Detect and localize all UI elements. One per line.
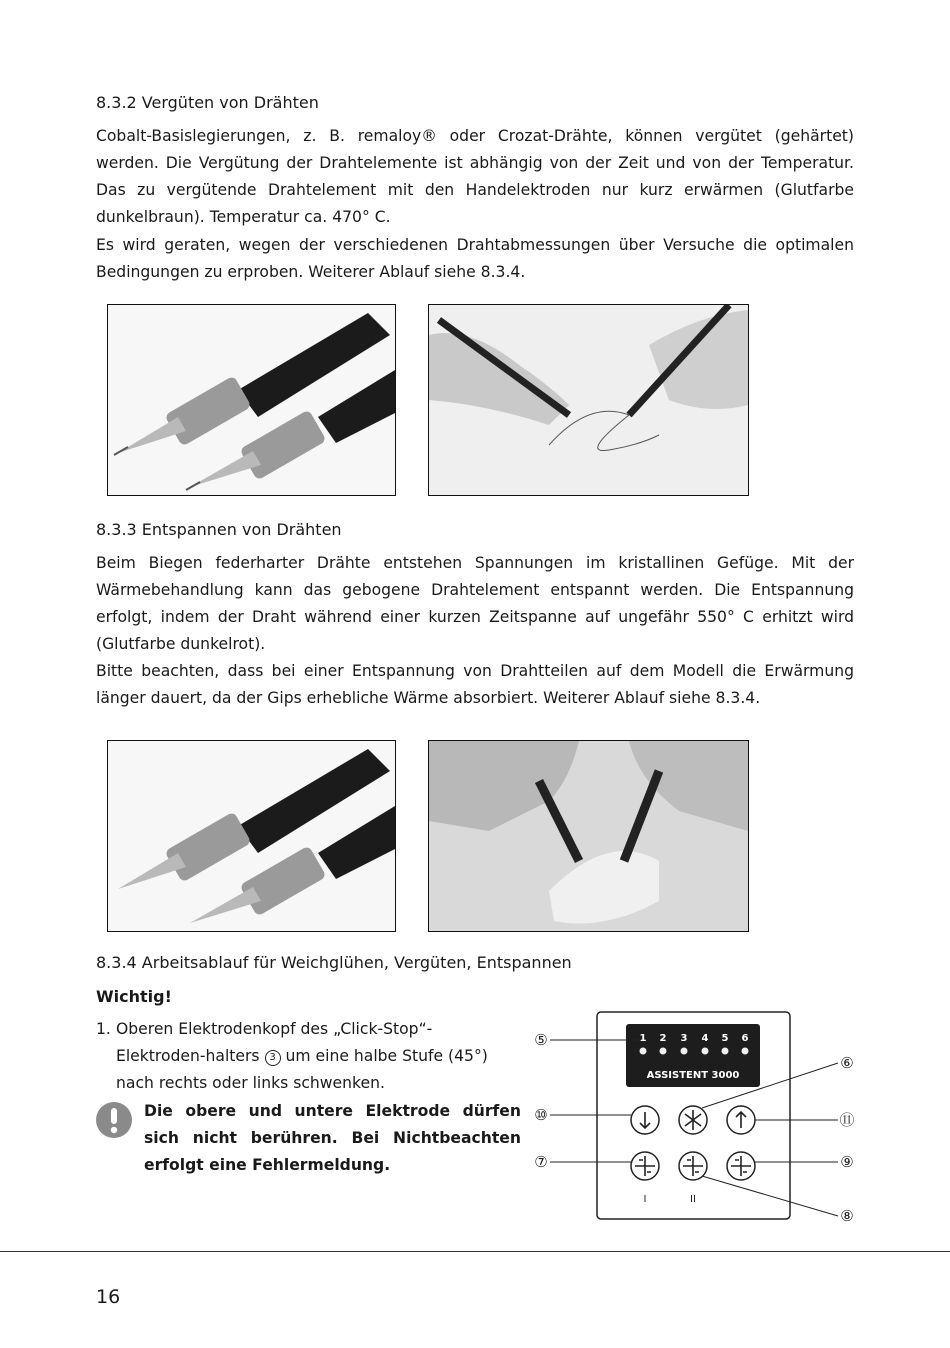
footer-rule [0, 1251, 950, 1252]
device-panel-diagram [530, 1008, 860, 1223]
scale-6: 6 [741, 1033, 749, 1044]
scale-4: 4 [701, 1033, 709, 1044]
brand-label: ASSISTENT 3000 [646, 1070, 740, 1081]
step-list [96, 1016, 521, 1097]
scale-3: 3 [680, 1033, 688, 1044]
reference-3-badge: 3 [265, 1050, 281, 1066]
callout-8: ⑧ [840, 1207, 854, 1223]
heading-8-3-2: 8.3.2 Vergüten von Drähten [96, 93, 319, 112]
callout-10: ⑩ [534, 1106, 548, 1124]
scale-2: 2 [659, 1033, 667, 1044]
callout-6: ⑥ [840, 1054, 854, 1072]
important-label: Wichtig! [96, 987, 172, 1006]
heading-8-3-3: 8.3.3 Entspannen von Drähten [96, 520, 342, 539]
warning-text: Die obere und untere Elektrode dürfen sich nicht berühren. Bei Nichtbeachten erfolgt eine Fehlermeldung. [144, 1102, 521, 1174]
photo-hands-dental-model [428, 740, 749, 932]
paragraph-8-3-2-a: Cobalt-Basislegierungen, z. B. remaloy® oder Crozat-Drähte, können vergütet (gehärtet) werden. Die Vergütung der Drahtelemente ist abhängig von der Zeit und von der Temperatur. Das zu vergütende Drahtelement mit den Handelektroden nur kurz erwärmen (Glutfarbe dunkelbraun). Temperatur ca. 470° C. [96, 127, 854, 226]
scale-1: 1 [639, 1033, 647, 1044]
step-text: Oberen Elektrodenkopf des „Click-Stop“-Elektroden-halters 3 um eine halbe Stufe (45°) nach rechts oder links schwenken. [116, 1020, 488, 1092]
paragraph-8-3-3-b: Bitte beachten, dass bei einer Entspannung von Drahtteilen auf dem Modell die Erwärmung länger dauert, da der Gips erhebliche Wärme absorbiert. Weiterer Ablauf siehe 8.3.4. [96, 662, 854, 707]
callout-9: ⑨ [840, 1153, 854, 1171]
photo-hand-electrodes-2 [107, 740, 396, 932]
heading-8-3-4: 8.3.4 Arbeitsablauf für Weichglühen, Vergüten, Entspannen [96, 953, 572, 972]
scale-5: 5 [721, 1033, 729, 1044]
paragraph-8-3-3-a: Beim Biegen federharter Drähte entstehen Spannungen im kristallinen Gefüge. Mit der Wärmebehandlung kann das gebogene Drahtelement entspannt werden. Die Entspannung erfolgt, indem der Draht während einer kurzen Zeitspanne auf ungefähr 550° C erhitzt wird (Glutfarbe dunkelrot). [96, 554, 854, 653]
photo-hands-heating-wire [428, 304, 749, 496]
callout-11: ⑪ [839, 1111, 855, 1129]
paragraph-8-3-2-b: Es wird geraten, wegen der verschiedenen Drahtabmessungen über Versuche die optimalen Bedingungen zu erproben. Weiterer Ablauf siehe 8.3.4. [96, 236, 854, 281]
page-number: 16 [96, 1286, 121, 1308]
step-number: 1. [96, 1020, 111, 1038]
label-I: I [643, 1194, 647, 1205]
exclamation-icon [96, 1102, 132, 1138]
photo-hand-electrodes [107, 304, 396, 496]
callout-5: ⑤ [534, 1031, 548, 1049]
callout-7: ⑦ [534, 1153, 548, 1171]
warning-note [96, 1098, 521, 1179]
label-II: II [690, 1194, 696, 1205]
